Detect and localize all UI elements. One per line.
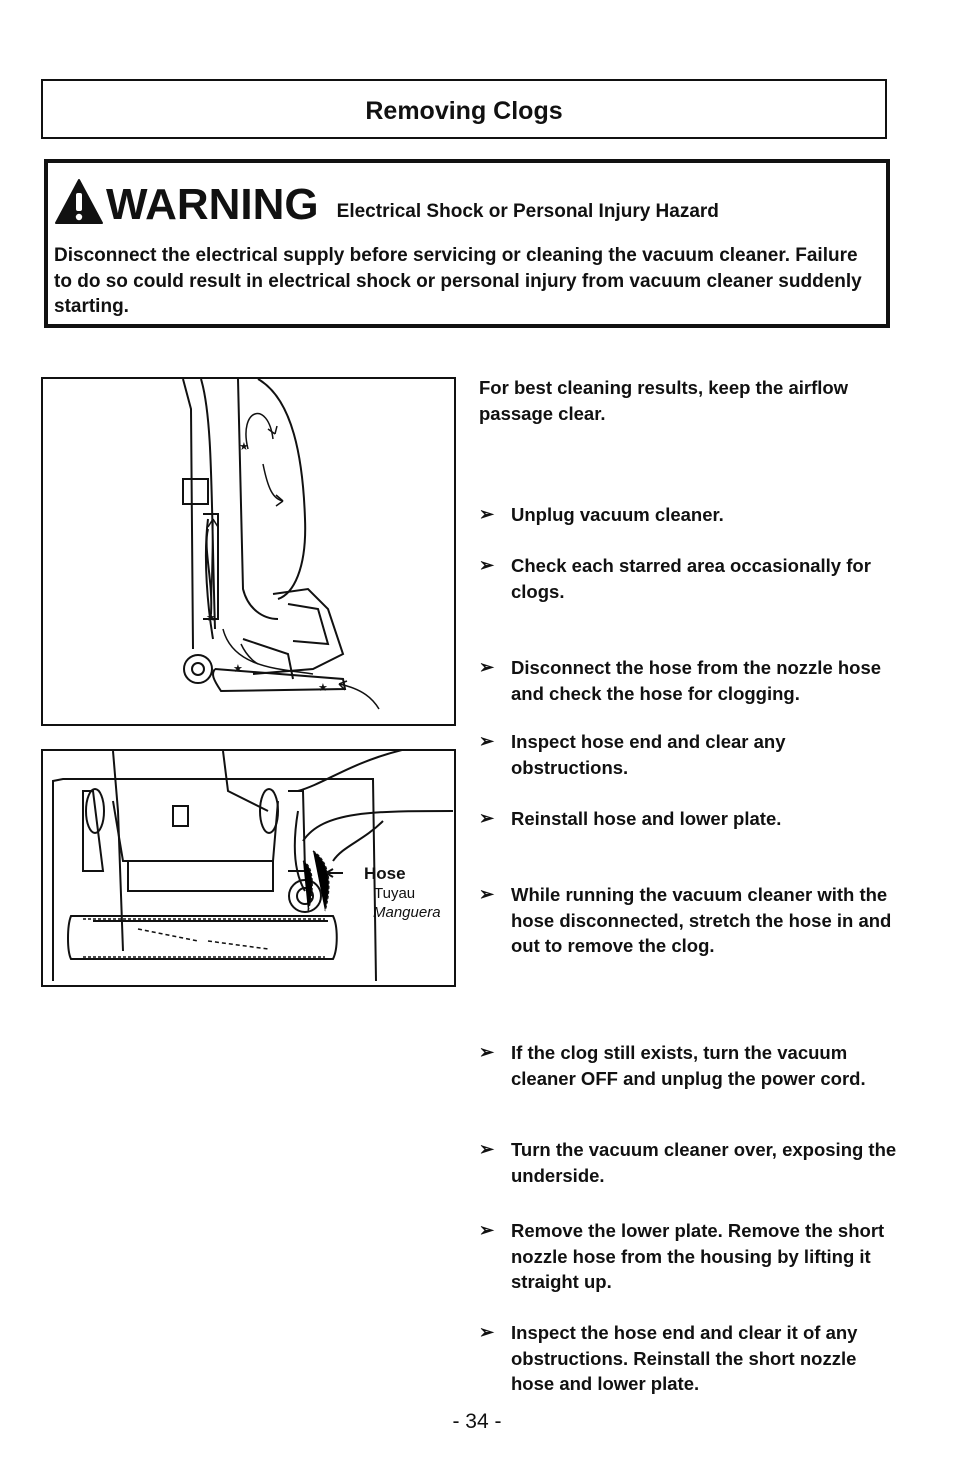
figure-vacuum-side-view [41,377,456,726]
step-item [479,1218,909,1295]
arrow-bullet-icon: ➢ [479,1220,495,1240]
warning-triangle-icon [54,177,104,227]
arrow-bullet-icon: ➢ [479,555,495,575]
step-item [479,1320,909,1397]
hose-label: Hose [364,864,406,883]
step-item [479,729,909,780]
arrow-bullet-icon: ➢ [479,1322,495,1342]
step-item [479,1040,909,1091]
arrow-bullet-icon: ➢ [479,657,495,677]
step-text: If the clog still exists, turn the vacuum cleaner OFF and unplug the power cord. [511,1042,866,1089]
intro-text: For best cleaning results, keep the airflow passage clear. [479,377,849,424]
step-item [479,882,909,959]
arrow-bullet-icon: ➢ [479,884,495,904]
vacuum-side-illustration [43,379,454,724]
warning-word: WARNING [106,180,319,229]
arrow-bullet-icon: ➢ [479,1042,495,1062]
page-number: - 34 - [452,1410,502,1433]
svg-text:★: ★ [233,662,243,675]
hose-label-french: Tuyau [374,885,416,902]
step-text: While running the vacuum cleaner with the hose disconnected, stretch the hose in and out to remove the clog. [511,884,892,956]
warning-body: Disconnect the electrical supply before servicing or cleaning the vacuum cleaner. Failure to do so could result in electrical shock or personal injury from vacuum cleaner suddenly starting. [54,245,862,317]
svg-text:★: ★ [206,611,216,624]
svg-text:★: ★ [318,681,328,694]
step-text: Inspect hose end and clear any obstructions. [511,731,786,778]
step-item [479,1137,909,1188]
step-item [479,553,909,604]
figure-vacuum-underside [41,749,456,987]
step-text: Unplug vacuum cleaner. [511,504,724,525]
step-item [479,502,909,528]
warning-subtitle: Electrical Shock or Personal Injury Hazard [336,201,719,222]
arrow-bullet-icon: ➢ [479,808,495,828]
section-title-box [41,79,887,139]
step-text: Check each starred area occasionally for clogs. [511,555,871,602]
step-text: Remove the lower plate. Remove the short nozzle hose from the housing by lifting it straight up. [511,1220,885,1292]
step-item [479,806,909,832]
step-text: Disconnect the hose from the nozzle hose and check the hose for clogging. [511,657,882,704]
step-text: Reinstall hose and lower plate. [511,808,782,829]
arrow-bullet-icon: ➢ [479,1139,495,1159]
page-title: Removing Clogs [365,97,563,125]
arrow-bullet-icon: ➢ [479,504,495,524]
svg-text:★: ★ [239,440,249,453]
step-text: Inspect the hose end and clear it of any obstructions. Reinstall the short nozzle hose and lower plate. [511,1322,858,1394]
arrow-bullet-icon: ➢ [479,731,495,751]
warning-header [54,171,880,227]
step-text: Turn the vacuum cleaner over, exposing the underside. [511,1139,897,1186]
step-item [479,655,909,706]
hose-label-spanish: Manguera [373,904,441,921]
warning-box [44,159,890,328]
